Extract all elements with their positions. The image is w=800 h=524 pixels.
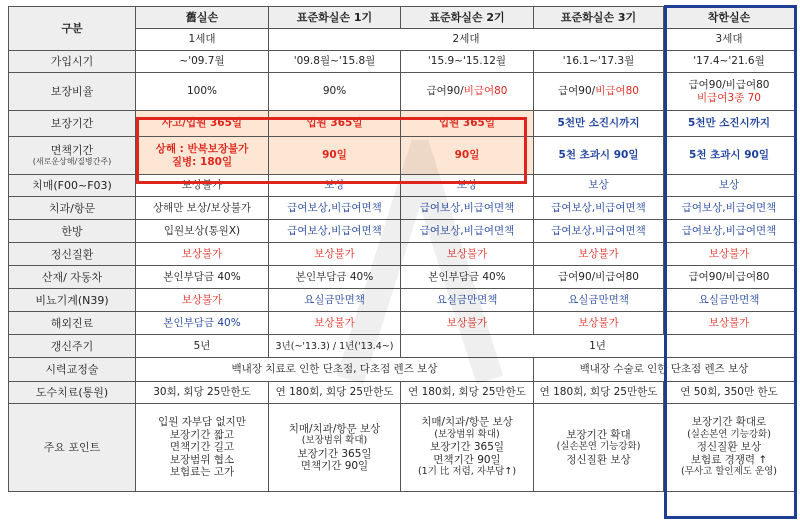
exemption-period-c4: 5천 초과시 90일 — [534, 137, 664, 175]
urology-c3: 요실금만면책 — [401, 289, 534, 312]
row-mental — [9, 243, 795, 266]
row-label: 가입시기 — [9, 51, 136, 73]
dental-c2: 급여보상,비급여면책 — [269, 197, 401, 220]
accident-c1: 본인부담금 40% — [136, 266, 269, 289]
urology-c4: 요실금만면책 — [534, 289, 664, 312]
coverage-period-c2: 입원 365일 — [269, 111, 401, 137]
join-period-c1: ~'09.7월 — [136, 51, 269, 73]
row-coverage-ratio — [9, 73, 795, 111]
row-label: 해외진료 — [9, 312, 136, 335]
manual-therapy-c4: 연 180회, 회당 25만한도 — [534, 382, 664, 404]
vision-c12: 백내장 치료로 인한 단초점, 다초점 렌즈 보상 — [136, 358, 534, 382]
exemption-period-c2: 90일 — [269, 137, 401, 175]
mental-c3: 보상불가 — [401, 243, 534, 266]
key-points-c3: 치매/치과/항문 보상 (보장범위 확대) 보장기간 365일 면책기간 90일 (1기 比 저렴, 자부담↑) — [401, 404, 534, 492]
vision-c345: 백내장 수술로 인한 단초점 렌즈 보상 — [534, 358, 795, 382]
overseas-c4: 보상불가 — [534, 312, 664, 335]
dental-c4: 급여보상,비급여면책 — [534, 197, 664, 220]
row-label: 한방 — [9, 220, 136, 243]
row-label: 도수치료(통원) — [9, 382, 136, 404]
row-coverage-period — [9, 111, 795, 137]
coverage-ratio-c1: 100% — [136, 73, 269, 111]
row-dementia — [9, 175, 795, 197]
coverage-period-c5: 5천만 소진시까지 — [664, 111, 795, 137]
join-period-c2: '09.8월~'15.8월 — [269, 51, 401, 73]
row-label: 시력교정술 — [9, 358, 136, 382]
oriental-c4: 급여보상,비급여면책 — [534, 220, 664, 243]
row-label: 치매(F00~F03) — [9, 175, 136, 197]
manual-therapy-c2: 연 180회, 회당 25만한도 — [269, 382, 401, 404]
row-label: 산재/ 자동차 — [9, 266, 136, 289]
coverage-ratio-c4: 급여90/비급여80 — [534, 73, 664, 111]
row-exemption-period — [9, 137, 795, 175]
row-label: 주요 포인트 — [9, 404, 136, 492]
oriental-c2: 급여보상,비급여면책 — [269, 220, 401, 243]
mental-c1: 보상불가 — [136, 243, 269, 266]
dental-c1: 상해만 보상/보상불가 — [136, 197, 269, 220]
row-manual-therapy — [9, 382, 795, 404]
manual-therapy-c5: 연 50회, 350만 한도 — [664, 382, 795, 404]
coverage-period-c1: 사고/입원 365일 — [136, 111, 269, 137]
row-join-period — [9, 51, 795, 73]
join-period-c4: '16.1~'17.3월 — [534, 51, 664, 73]
urology-c5: 요실금만면책 — [664, 289, 795, 312]
generation-1: 1세대 — [136, 29, 269, 51]
accident-c4: 급여90/비급여80 — [534, 266, 664, 289]
generation-3: 3세대 — [664, 29, 795, 51]
dementia-c3: 보상 — [401, 175, 534, 197]
key-points-c2: 치매/치과/항문 보상 (보장범위 확대) 보장기간 365일 면책기간 90일 — [269, 404, 401, 492]
row-label: 비뇨기계(N39) — [9, 289, 136, 312]
col-header-old: 舊실손 — [136, 7, 269, 29]
overseas-c1: 본인부담금 40% — [136, 312, 269, 335]
row-accident — [9, 266, 795, 289]
accident-c2: 본인부담금 40% — [269, 266, 401, 289]
coverage-ratio-c5: 급여90/비급여80 비급여3종 70 — [664, 73, 795, 111]
dementia-c4: 보상 — [534, 175, 664, 197]
key-points-c1: 입원 자부담 없지만 보장기간 짧고 면책기간 길고 보장범위 협소 보험료는 고가 — [136, 404, 269, 492]
mental-c2: 보상불가 — [269, 243, 401, 266]
renewal-c2: 3년(~'13.3) / 1년('13.4~) — [269, 335, 401, 358]
row-urology — [9, 289, 795, 312]
insurance-comparison-table — [8, 6, 795, 492]
overseas-c3: 보상불가 — [401, 312, 534, 335]
exemption-period-c3: 90일 — [401, 137, 534, 175]
coverage-period-c3: 입원 365일 — [401, 111, 534, 137]
mental-c4: 보상불가 — [534, 243, 664, 266]
manual-therapy-c1: 30회, 회당 25만한도 — [136, 382, 269, 404]
col-header-std1: 표준화실손 1기 — [269, 7, 401, 29]
row-label: 보장비율 — [9, 73, 136, 111]
row-oriental — [9, 220, 795, 243]
dementia-c1: 보상불가 — [136, 175, 269, 197]
overseas-c5: 보상불가 — [664, 312, 795, 335]
row-label: 정신질환 — [9, 243, 136, 266]
row-label: 면책기간 (새로운상해/질병간주) — [9, 137, 136, 175]
join-period-c5: '17.4~'21.6월 — [664, 51, 795, 73]
generation-2: 2세대 — [269, 29, 664, 51]
row-dental — [9, 197, 795, 220]
row-renewal — [9, 335, 795, 358]
coverage-ratio-c2: 90% — [269, 73, 401, 111]
key-points-c4: 보장기간 확대 (실손본연 기능강화) 정신질환 보상 — [534, 404, 664, 492]
row-vision — [9, 358, 795, 382]
dental-c3: 급여보상,비급여면책 — [401, 197, 534, 220]
row-label: 보장기간 — [9, 111, 136, 137]
category-header: 구분 — [9, 7, 136, 51]
oriental-c1: 입원보상(통원X) — [136, 220, 269, 243]
dental-c5: 급여보상,비급여면책 — [664, 197, 795, 220]
overseas-c2: 보상불가 — [269, 312, 401, 335]
row-overseas — [9, 312, 795, 335]
col-header-std3: 표준화실손 3기 — [534, 7, 664, 29]
exemption-period-c5: 5천 초과시 90일 — [664, 137, 795, 175]
col-header-std2: 표준화실손 2기 — [401, 7, 534, 29]
dementia-c5: 보상 — [664, 175, 795, 197]
col-header-good: 착한실손 — [664, 7, 795, 29]
manual-therapy-c3: 연 180회, 회당 25만한도 — [401, 382, 534, 404]
dementia-c2: 보상 — [269, 175, 401, 197]
row-label: 치과/항문 — [9, 197, 136, 220]
row-label: 갱신주기 — [9, 335, 136, 358]
accident-c5: 급여90/비급여80 — [664, 266, 795, 289]
key-points-c5: 보장기간 확대로 (실손본연 기능강화) 정신질환 보상 보험료 경쟁력 ↑ (무사고 할인제도 운영) — [664, 404, 795, 492]
row-key-points — [9, 404, 795, 492]
renewal-c345: 1년 — [401, 335, 795, 358]
join-period-c3: '15.9~'15.12월 — [401, 51, 534, 73]
mental-c5: 보상불가 — [664, 243, 795, 266]
exemption-period-c1: 상해 : 반복보장불가 질병: 180일 — [136, 137, 269, 175]
coverage-ratio-c3: 급여90/비급여80 — [401, 73, 534, 111]
urology-c1: 보상불가 — [136, 289, 269, 312]
coverage-period-c4: 5천만 소진시까지 — [534, 111, 664, 137]
urology-c2: 요실금만면책 — [269, 289, 401, 312]
oriental-c3: 급여보상,비급여면책 — [401, 220, 534, 243]
accident-c3: 본인부담금 40% — [401, 266, 534, 289]
renewal-c1: 5년 — [136, 335, 269, 358]
oriental-c5: 급여보상,비급여면책 — [664, 220, 795, 243]
